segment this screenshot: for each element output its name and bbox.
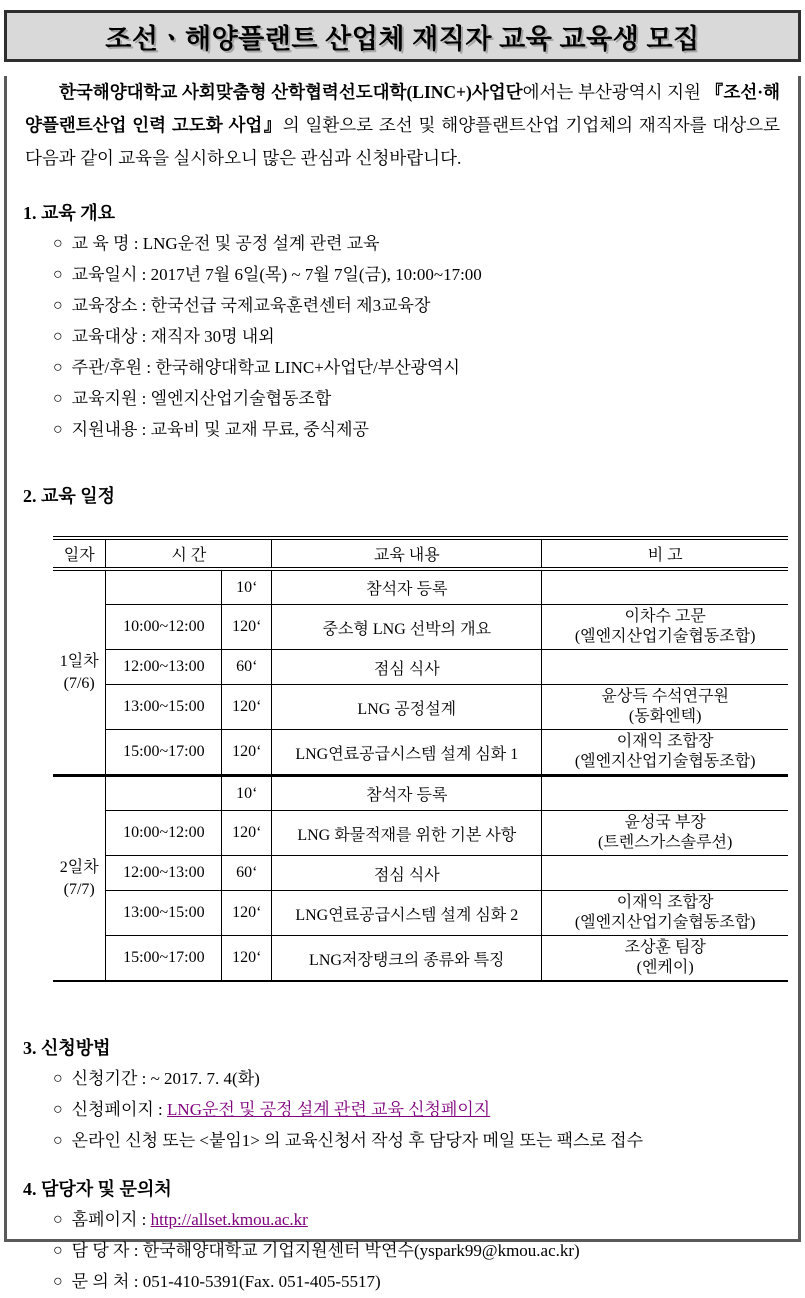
time-cell: 15:00~17:00 [106,936,222,982]
list-item-apply-page [53,1095,788,1126]
list-item-manager [53,1236,788,1267]
contact-list [17,1205,788,1298]
content-cell: LNG 화물적재를 위한 기본 사항 [272,811,542,856]
note-cell [542,730,788,776]
column-header-day: 일자 [53,538,106,569]
item-label: 교육지원 [71,389,138,408]
column-header-note: 비 고 [542,538,788,569]
section-heading-schedule: 2. 교육 일정 [23,486,116,506]
bullet-icon: ○ [53,1070,63,1087]
list-item-course-place [53,291,788,322]
day-cell-day1 [53,569,106,776]
content-cell: 참석자 등록 [272,776,542,811]
time-cell: 15:00~17:00 [106,730,222,776]
table-row [53,605,788,650]
bullet-icon: ○ [53,1273,63,1290]
list-item-support-org [53,384,788,415]
note-line1: 이재익 조합장 [616,733,714,750]
colon-separator: : [137,296,151,315]
colon-separator: : [137,389,151,408]
duration-cell: 120‘ [222,891,272,936]
section-heading-apply: 3. 신청방법 [23,1038,111,1058]
item-value: 한국해양대학교 기업지원센터 박연수(yspark99@kmou.ac.kr) [142,1241,580,1260]
item-label: 주관/후원 [71,358,143,377]
colon-separator: : [142,358,156,377]
time-cell: 13:00~15:00 [106,891,222,936]
intro-paragraph [25,76,780,175]
duration-cell: 10‘ [222,569,272,605]
item-value: 재직자 30명 내외 [150,327,275,346]
section-heading-contact: 4. 담당자 및 문의처 [23,1179,172,1199]
item-label: 교육일시 [71,265,138,284]
note-line1: 이재익 조합장 [616,894,714,911]
note-line2: (동화엔텍) [628,708,702,725]
bullet-icon: ○ [53,1132,63,1149]
item-value: 한국선급 국제교육훈련센터 제3교육장 [150,296,431,315]
table-row [53,730,788,776]
list-item-apply-period [53,1064,788,1095]
content-cell: 점심 식사 [272,650,542,685]
note-line1: 윤성국 부장 [624,814,706,831]
time-cell: 12:00~13:00 [106,856,222,891]
note-cell [542,605,788,650]
duration-cell: 120‘ [222,936,272,982]
day-date: (7/6) [63,674,95,692]
note-cell [542,891,788,936]
colon-separator: : [137,327,151,346]
bullet-icon: ○ [53,328,63,345]
content-cell: 중소형 LNG 선박의 개요 [272,605,542,650]
overview-list [17,229,788,446]
colon-separator: : [129,1272,143,1291]
note-cell [542,685,788,730]
note-line2: (엘엔지산업기술협동조합) [574,753,756,770]
colon-separator: : [129,1241,143,1260]
item-value: 한국해양대학교 LINC+사업단/부산광역시 [155,358,460,377]
bullet-icon: ○ [53,297,63,314]
colon-separator: : [137,1069,151,1088]
duration-cell: 120‘ [222,605,272,650]
item-label: 홈페이지 [71,1210,138,1229]
list-item-course-date [53,260,788,291]
apply-list [17,1064,788,1157]
bullet-icon: ○ [53,1211,63,1228]
note-cell [542,776,788,811]
duration-cell: 120‘ [222,730,272,776]
day-date: (7/7) [63,880,95,898]
column-header-content: 교육 내용 [272,538,542,569]
list-item-apply-note [53,1126,788,1157]
content-cell: LNG연료공급시스템 설계 심화 2 [272,891,542,936]
schedule-table [53,536,788,982]
colon-separator: : [137,420,151,439]
bullet-icon: ○ [53,390,63,407]
colon-separator: : [137,1210,151,1229]
list-item-inquiry [53,1267,788,1298]
table-row [53,650,788,685]
item-value: 교육비 및 교재 무료, 중식제공 [150,420,369,439]
application-page-link[interactable]: LNG운전 및 공정 설계 관련 교육 신청페이지 [167,1100,491,1119]
item-label: 신청페이지 [71,1100,154,1119]
duration-cell: 60‘ [222,650,272,685]
intro-bold-organization: 한국해양대학교 사회맞춤형 산학협력선도대학(LINC+)사업단 [59,82,523,102]
item-label: 교 육 명 [71,234,130,253]
bullet-icon: ○ [53,359,63,376]
bullet-icon: ○ [53,235,63,252]
colon-separator: : [129,234,143,253]
table-row [53,685,788,730]
time-cell: 10:00~12:00 [106,605,222,650]
item-label: 지원내용 [71,420,138,439]
time-cell [106,776,222,811]
list-item-course-target [53,322,788,353]
day-label: 1일차 [59,652,99,670]
content-cell: LNG 공정설계 [272,685,542,730]
time-cell [106,569,222,605]
bullet-icon: ○ [53,421,63,438]
note-line1: 조상훈 팀장 [624,939,706,956]
item-value: 051-410-5391(Fax. 051-405-5517) [142,1272,381,1291]
note-line2: (트렌스가스솔루션) [598,834,733,851]
note-cell [542,650,788,685]
note-line2: (엘엔지산업기술협동조합) [574,914,756,931]
document-page [4,10,801,1291]
content-cell: 참석자 등록 [272,569,542,605]
duration-cell: 10‘ [222,776,272,811]
column-header-time: 시 간 [106,538,272,569]
table-row [53,776,788,811]
colon-separator: : [137,265,151,284]
bullet-icon: ○ [53,1242,63,1259]
item-value: 온라인 신청 또는 <붙임1> 의 교육신청서 작성 후 담당자 메일 또는 팩스로 접수 [71,1131,644,1150]
note-line1: 이차수 고문 [624,608,706,625]
note-cell [542,811,788,856]
time-cell: 13:00~15:00 [106,685,222,730]
content-cell: 점심 식사 [272,856,542,891]
note-line1: 윤상득 수석연구원 [601,688,729,705]
duration-cell: 120‘ [222,811,272,856]
section-heading-overview: 1. 교육 개요 [23,203,116,223]
content-cell: LNG연료공급시스템 설계 심화 1 [272,730,542,776]
title-bar [4,10,801,62]
table-row [53,811,788,856]
intro-bold-project: 『조선·해양플랜트산업 인력 고도화 사업』 [25,82,780,135]
note-line2: (엔케이) [636,959,694,976]
intro-text: 에서는 부산광역시 지원 [522,82,706,102]
list-item-homepage [53,1205,788,1236]
note-line2: (엘엔지산업기술협동조합) [574,628,756,645]
item-label: 문 의 처 [71,1272,130,1291]
list-item-host-sponsor [53,353,788,384]
table-row [53,856,788,891]
item-value: ~ 2017. 7. 4(화) [150,1069,260,1088]
duration-cell: 60‘ [222,856,272,891]
table-header-row [53,538,788,569]
colon-separator: : [153,1100,168,1119]
intro-text-rest: 의 일환으로 조선 및 해양플랜트산업 기업체의 재직자를 대상으로 다음과 같이 교육을 실시하오니 많은 관심과 신청바랍니다. [25,115,780,168]
item-label: 교육장소 [71,296,138,315]
duration-cell: 120‘ [222,685,272,730]
time-cell: 12:00~13:00 [106,650,222,685]
item-value: LNG운전 및 공정 설계 관련 교육 [142,234,380,253]
day-label: 2일차 [59,858,99,876]
content-cell: LNG저장탱크의 종류와 특징 [272,936,542,982]
homepage-link[interactable]: http://allset.kmou.ac.kr [150,1210,308,1229]
item-label: 담 당 자 [71,1241,130,1260]
table-row [53,936,788,982]
item-label: 교육대상 [71,327,138,346]
bullet-icon: ○ [53,266,63,283]
table-row [53,569,788,605]
note-cell [542,856,788,891]
document-body [4,76,801,1291]
note-cell [542,569,788,605]
item-value: 2017년 7월 6일(목) ~ 7월 7일(금), 10:00~17:00 [150,265,482,284]
list-item-support-detail [53,415,788,446]
table-row [53,891,788,936]
time-cell: 10:00~12:00 [106,811,222,856]
item-label: 신청기간 [71,1069,138,1088]
item-value: 엘엔지산업기술협동조합 [150,389,332,408]
page-title: 조선ㆍ해양플랜트 산업체 재직자 교육 교육생 모집 [105,23,700,54]
bullet-icon: ○ [53,1101,63,1118]
note-cell [542,936,788,982]
list-item-course-name [53,229,788,260]
day-cell-day2 [53,776,106,982]
